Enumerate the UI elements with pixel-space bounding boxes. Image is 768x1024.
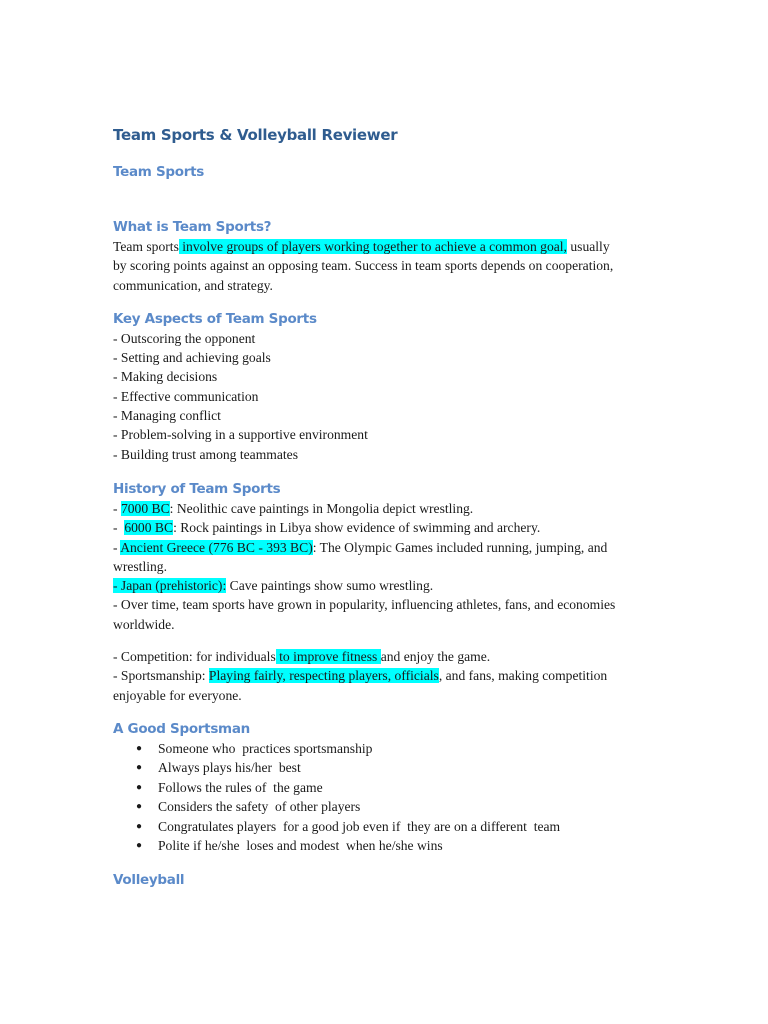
list-item-continuation: worldwide. (113, 616, 175, 632)
bullet-icon: ● (136, 801, 143, 813)
bullet-icon: ● (136, 820, 143, 832)
highlighted-text: - Japan (prehistoric): (113, 578, 227, 594)
paragraph-what-is (113, 237, 673, 295)
bullet-text: Always plays his/her best (158, 760, 301, 776)
bullet-item (136, 817, 673, 836)
text-segment: - (113, 539, 121, 555)
list-item: - Managing conflict (113, 408, 221, 424)
highlighted-text: 6000 BC (124, 520, 174, 536)
list-item: - Setting and achieving goals (113, 350, 271, 366)
text-segment: by scoring points against an opposing team. Success in team sports depends on cooperation, (113, 258, 614, 274)
list-item (113, 499, 673, 518)
list-item-continuation: enjoyable for everyone. (113, 687, 242, 703)
bullet-icon: ● (136, 742, 143, 754)
text-segment: usually (566, 239, 610, 254)
highlighted-text: 7000 BC (120, 500, 170, 516)
bullet-text: Someone who practices sportsmanship (158, 740, 373, 756)
text-segment: - (113, 500, 121, 516)
highlighted-text: Playing fairly, respecting players, officials (208, 668, 439, 684)
section-heading-team-sports: Team Sports (113, 164, 204, 180)
text-segment: and enjoy the game. (380, 649, 491, 665)
history-list (113, 499, 673, 634)
text-segment: - (113, 520, 125, 536)
good-sportsman-list (113, 739, 673, 855)
key-aspects-list (113, 329, 673, 464)
highlighted-text: to improve fitness (275, 649, 381, 665)
text-segment: communication, and strategy. (113, 277, 273, 293)
bullet-text: Follows the rules of the game (158, 779, 323, 795)
text-segment: : Rock paintings in Libya show evidence of swimming and archery. (173, 520, 541, 536)
bullet-item (136, 778, 673, 797)
list-item (113, 518, 673, 537)
bullet-icon: ● (136, 762, 143, 774)
competition-block (113, 647, 673, 705)
bullet-text: Considers the safety of other players (158, 799, 361, 815)
list-item: - Over time, team sports have grown in popularity, influencing athletes, fans, and economies (113, 597, 616, 613)
bullet-icon: ● (136, 839, 143, 851)
document-page (113, 124, 673, 890)
text-segment: : The Olympic Games included running, jumping, and (312, 539, 608, 555)
heading-key-aspects: Key Aspects of Team Sports (113, 310, 317, 327)
heading-good-sportsman: A Good Sportsman (113, 720, 250, 737)
text-segment: Cave paintings show sumo wrestling. (226, 578, 434, 594)
bullet-icon: ● (136, 781, 143, 793)
text-segment: - Competition: for individuals (113, 649, 276, 665)
heading-what-is-team-sports: What is Team Sports? (113, 219, 272, 235)
text-segment: - Sportsmanship: (113, 668, 209, 684)
list-item (113, 576, 673, 595)
list-item: - Outscoring the opponent (113, 330, 256, 346)
list-item: - Building trust among teammates (113, 446, 298, 462)
document-title: Team Sports & Volleyball Reviewer (113, 126, 398, 144)
text-segment: , and fans, making competition (438, 668, 608, 684)
highlighted-text: involve groups of players working together to achieve a common goal, (178, 239, 567, 254)
list-item (113, 538, 673, 557)
list-item: - Making decisions (113, 369, 218, 385)
highlighted-text: Ancient Greece (776 BC - 393 BC) (120, 539, 313, 555)
list-item-continuation: wrestling. (113, 558, 167, 574)
list-item: - Effective communication (113, 388, 259, 404)
bullet-item (136, 739, 673, 758)
list-item (113, 666, 673, 685)
list-item: - Problem-solving in a supportive environment (113, 427, 368, 443)
bullet-item (136, 797, 673, 816)
section-heading-volleyball: Volleyball (113, 872, 185, 889)
text-segment: Team sports (113, 239, 179, 254)
bullet-text: Polite if he/she loses and modest when he/she wins (158, 837, 443, 853)
list-item (113, 647, 673, 666)
bullet-item (136, 836, 673, 855)
text-segment: : Neolithic cave paintings in Mongolia depict wrestling. (169, 500, 474, 516)
bullet-text: Congratulates players for a good job even if they are on a different team (158, 818, 561, 834)
heading-history: History of Team Sports (113, 480, 281, 497)
bullet-item (136, 758, 673, 777)
